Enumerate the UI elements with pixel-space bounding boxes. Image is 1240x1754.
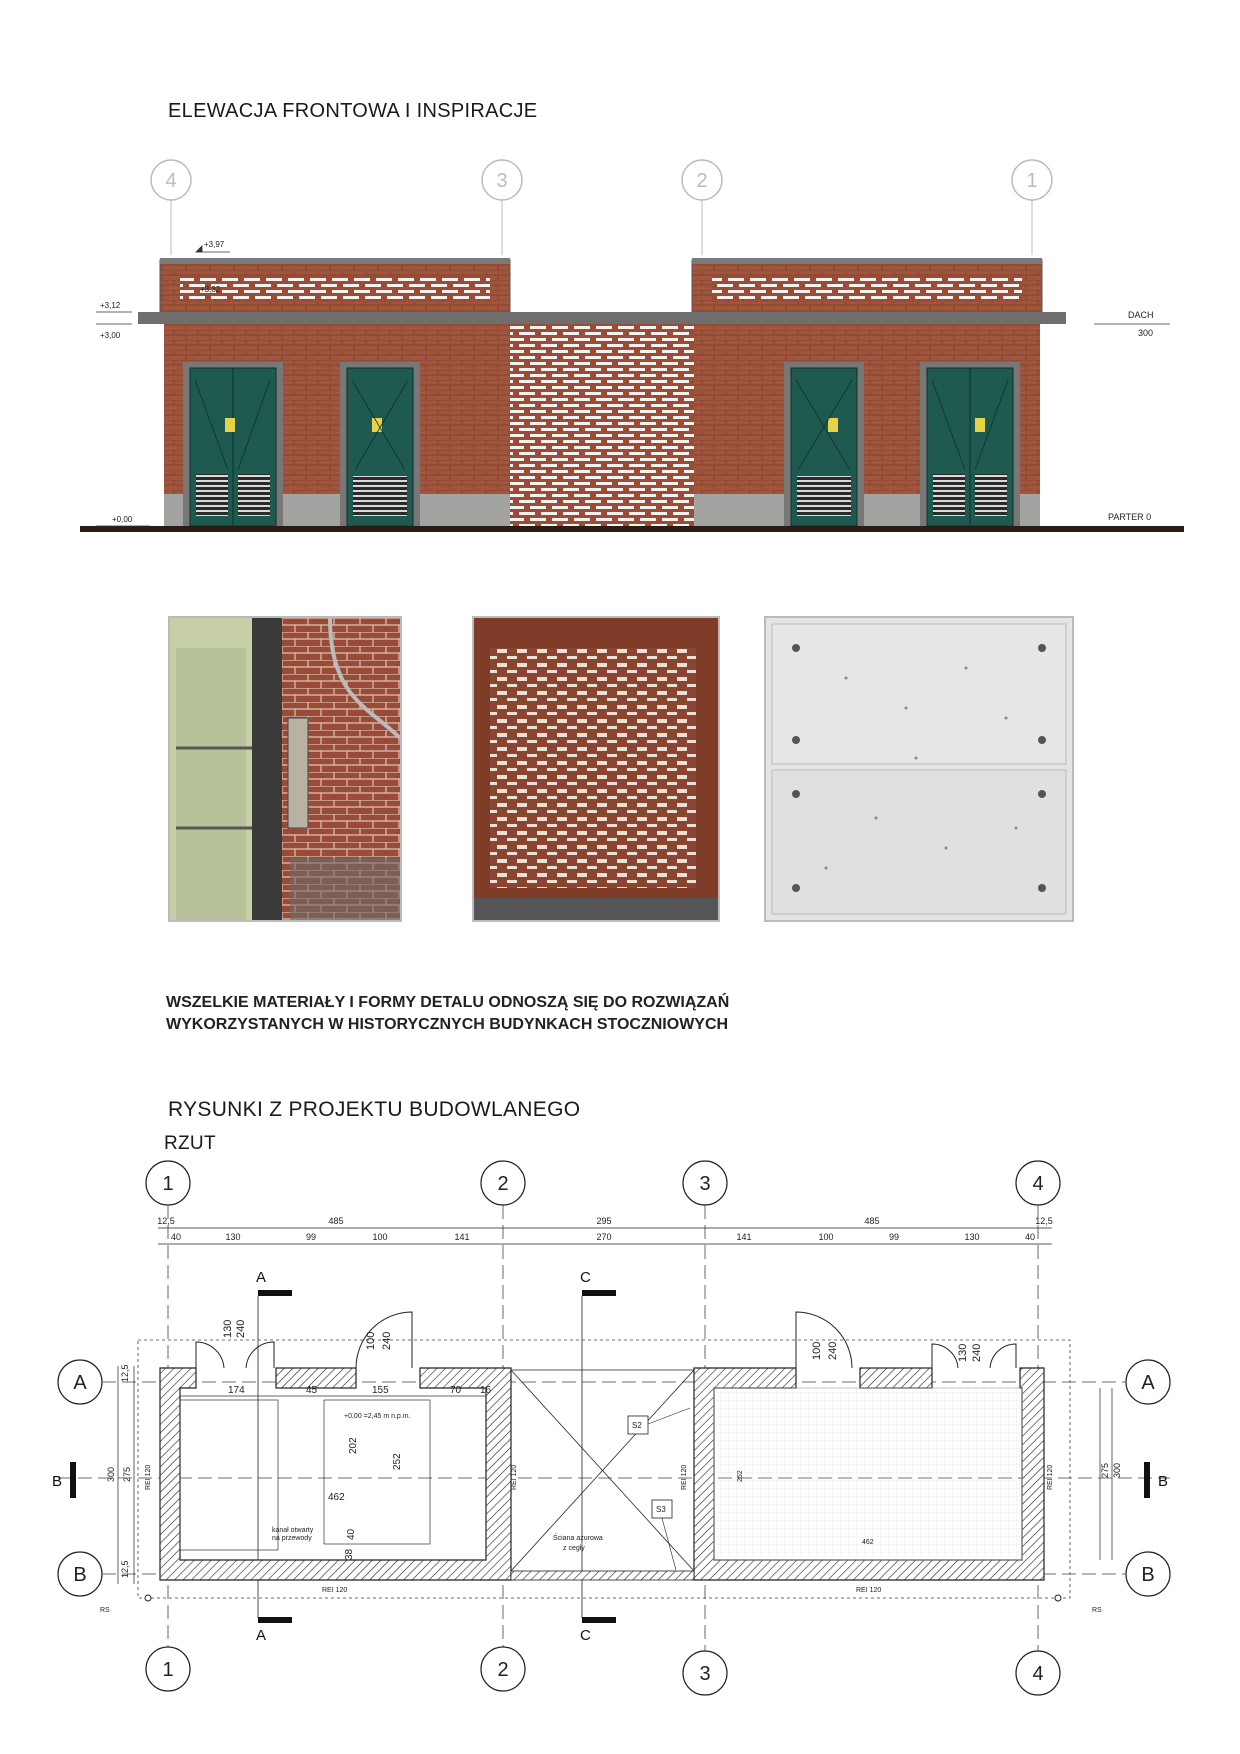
inner-dim-low-1: 40 xyxy=(346,1528,357,1540)
plan-axis-right-A-label: A xyxy=(1141,1372,1155,1394)
openwork-wall-note-2: z cegły xyxy=(563,1545,585,1552)
section-mark-b-left: B xyxy=(52,1473,63,1490)
dim-detail-7: 100 xyxy=(818,1232,834,1242)
openwork-brick-wall xyxy=(510,324,694,526)
section-mark-a-bottom: A xyxy=(256,1627,267,1644)
rs-label-left: RS xyxy=(100,1607,110,1614)
plan-axis-bottom-3-label: 3 xyxy=(699,1663,711,1685)
channel-note-1: kanał otwarty xyxy=(272,1527,314,1534)
dim-left-h-2: 300 xyxy=(106,1466,116,1482)
axis-3-label: 3 xyxy=(496,170,508,192)
door-left-small-w: 130 xyxy=(222,1319,234,1338)
level-note: +0,00 =2,45 m n.p.m. xyxy=(344,1413,411,1420)
axis-1-label: 1 xyxy=(1026,170,1038,192)
dim-detail-3: 100 xyxy=(372,1232,388,1242)
openwork-wall-note-1: Ściana ażurowa xyxy=(553,1535,603,1542)
dim-left-h-0: 12,5 xyxy=(120,1364,130,1382)
dim-detail-5: 270 xyxy=(596,1232,612,1242)
elevation-title: ELEWACJA FRONTOWA I INSPIRACJE xyxy=(168,100,538,122)
materials-note-line1: WSZELKIE MATERIAŁY I FORMY DETALU ODNOSZĄ SIĘ DO ROZWIĄZAŃ xyxy=(166,994,730,1011)
floor-label: PARTER 0 xyxy=(1108,512,1152,522)
section-mark-a-top: A xyxy=(256,1269,267,1286)
dim-right-h-0: 275 xyxy=(1100,1462,1110,1478)
inner-dim-4: 16 xyxy=(480,1385,492,1396)
level-top: +3,97 xyxy=(204,240,225,249)
inspiration-photo-openwork xyxy=(472,616,720,922)
axis-4-label: 4 xyxy=(165,170,177,192)
dim-overall-2: 295 xyxy=(596,1216,612,1226)
inner-dim-1: 45 xyxy=(306,1385,318,1396)
plan-axis-bottom-4-label: 4 xyxy=(1032,1663,1044,1685)
rs-label-right: RS xyxy=(1092,1607,1102,1614)
tag-s2: S2 xyxy=(632,1421,642,1430)
dim-overall-1: 485 xyxy=(328,1216,344,1226)
section-mark-b-right: B xyxy=(1158,1473,1169,1490)
roof-value: 300 xyxy=(1138,328,1154,338)
ground-line xyxy=(80,526,1184,532)
level-ground: +0,00 xyxy=(112,515,133,524)
dim-detail-6: 141 xyxy=(736,1232,752,1242)
plan-axis-top-3-label: 3 xyxy=(699,1173,711,1195)
door-right-small-w: 130 xyxy=(957,1343,969,1362)
inner-dim-low-0: 38 xyxy=(344,1548,355,1560)
fire-rating-mid-right: REI 120 xyxy=(681,1464,688,1490)
door-left-small-h: 240 xyxy=(235,1319,247,1338)
inner-dim-mid-0: 202 xyxy=(348,1437,359,1454)
roof-label: DACH xyxy=(1128,310,1154,320)
fire-rating-mid-left: REI 120 xyxy=(511,1464,518,1490)
door-right-large-w: 100 xyxy=(811,1341,823,1360)
inspiration-photo-door xyxy=(168,616,402,922)
door-right-large-h: 240 xyxy=(827,1341,839,1360)
dim-overall-3: 485 xyxy=(864,1216,880,1226)
channel-note-2: na przewody xyxy=(272,1535,312,1542)
level-roof-top: +3,12 xyxy=(100,301,121,310)
roof-slab xyxy=(138,312,1066,324)
inner-dim-mid-2: 462 xyxy=(328,1492,345,1503)
floor-plan xyxy=(0,1160,1240,1750)
inspiration-photo-concrete xyxy=(764,616,1074,922)
dim-detail-9: 130 xyxy=(964,1232,980,1242)
plan-axis-left-A-label: A xyxy=(73,1372,87,1394)
inner-dim-0: 174 xyxy=(228,1385,245,1396)
dim-left-h-3: 12,5 xyxy=(120,1560,130,1578)
plan-title: RZUT xyxy=(164,1133,216,1154)
materials-note xyxy=(166,992,729,1036)
plan-axis-top-4-label: 4 xyxy=(1032,1173,1044,1195)
dim-detail-10: 40 xyxy=(1024,1232,1036,1242)
door-left-large-h: 240 xyxy=(381,1331,393,1350)
front-elevation xyxy=(0,0,1240,560)
dim-overall-4: 12,5 xyxy=(1035,1216,1053,1226)
materials-note-line2: WYKORZYSTANYCH W HISTORYCZNYCH BUDYNKACH STOCZNIOWYCH xyxy=(166,1016,729,1033)
level-roof: +3,00 xyxy=(100,331,121,340)
axis-2-label: 2 xyxy=(696,170,708,192)
fire-rating-left-side: REI 120 xyxy=(145,1464,152,1490)
plan-axis-right-B-label: B xyxy=(1141,1564,1155,1586)
plan-axis-left-B-label: B xyxy=(73,1564,87,1586)
plan-axis-bottom-2-label: 2 xyxy=(497,1659,509,1681)
fire-rating-left-bottom: REI 120 xyxy=(322,1587,348,1594)
dim-right-h-1: 300 xyxy=(1112,1462,1122,1478)
plan-axis-bottom-1-label: 1 xyxy=(162,1659,174,1681)
dim-detail-2: 99 xyxy=(305,1232,317,1242)
fire-rating-right-side: REI 120 xyxy=(1047,1464,1054,1490)
section-mark-c-bottom: C xyxy=(580,1627,591,1644)
tag-s3: S3 xyxy=(656,1505,666,1514)
project-title: RYSUNKI Z PROJEKTU BUDOWLANEGO xyxy=(168,1098,581,1121)
dim-left-h-1: 275 xyxy=(122,1466,132,1482)
level-parapet: +3,32 xyxy=(200,285,221,294)
door-left-large-w: 100 xyxy=(365,1331,377,1350)
dim-overall-0: 12,5 xyxy=(157,1216,175,1226)
dim-detail-0: 40 xyxy=(170,1232,182,1242)
inner-dim-mid-1: 252 xyxy=(392,1453,403,1470)
right-room-dim-0: 252 xyxy=(737,1470,744,1482)
plan-axis-top-1-label: 1 xyxy=(162,1173,174,1195)
dim-detail-4: 141 xyxy=(454,1232,470,1242)
section-mark-c-top: C xyxy=(580,1269,591,1286)
openwork-wall-plan xyxy=(511,1571,694,1580)
dim-detail-8: 99 xyxy=(888,1232,900,1242)
inner-dim-3: 70 xyxy=(450,1385,462,1396)
fire-rating-right-bottom: REI 120 xyxy=(856,1587,882,1594)
door-right-small-h: 240 xyxy=(971,1343,983,1362)
right-room-dim-1: 462 xyxy=(862,1539,874,1546)
inner-dim-2: 155 xyxy=(372,1385,389,1396)
dim-detail-1: 130 xyxy=(225,1232,241,1242)
plan-axis-top-2-label: 2 xyxy=(497,1173,509,1195)
